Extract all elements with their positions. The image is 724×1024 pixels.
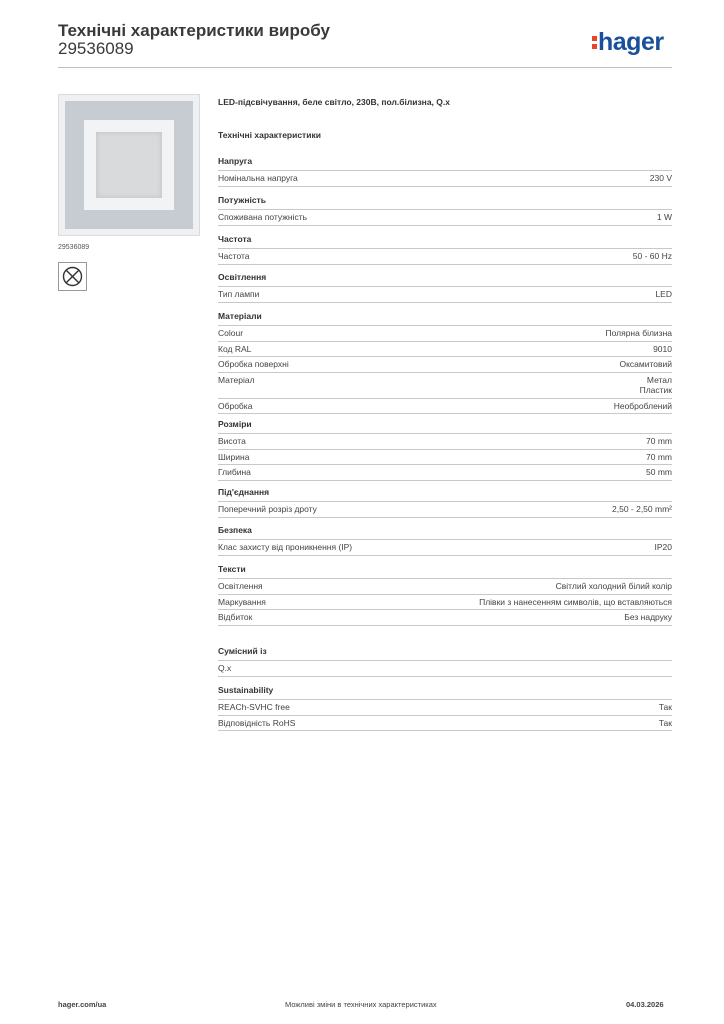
footer-date: 04.03.2026: [626, 1000, 664, 1009]
spec-row: [218, 716, 672, 732]
spec-section-title: Під'єднання: [218, 487, 672, 502]
spec-label: Код RAL: [218, 343, 252, 354]
product-title: LED-підсвічування, беле світло, 230В, пол.білизна, Q.x: [218, 97, 450, 107]
spec-section-title: Напруга: [218, 156, 672, 171]
spec-value-line: Метал: [646, 374, 672, 385]
spec-value: [653, 344, 672, 355]
spec-value-line: Так: [658, 717, 672, 728]
spec-value: [614, 401, 672, 412]
spec-label: Освітлення: [218, 581, 263, 591]
spec-value: [633, 251, 672, 262]
spec-section-title: Безпека: [218, 525, 672, 540]
spec-value: [657, 212, 672, 223]
spec-value: [659, 702, 672, 713]
spec-row: [218, 326, 672, 342]
spec-value-line: Плівки з нанесенням символів, що вставляються: [479, 596, 672, 607]
article-number: 29536089: [58, 39, 134, 58]
lamp-symbol-icon: [58, 262, 87, 291]
spec-row: [218, 610, 672, 626]
spec-section-title: Сумісний із: [218, 646, 672, 661]
page-title: Технічні характеристики виробу: [58, 21, 330, 40]
spec-value-line: Пластик: [639, 385, 672, 395]
spec-value-line: IP20: [654, 542, 672, 552]
spec-row: [218, 287, 672, 303]
spec-value-line: Оксамитовий: [619, 359, 672, 369]
spec-section: [218, 234, 672, 265]
spec-label: Споживана потужність: [218, 212, 308, 222]
spec-row: [218, 249, 672, 265]
spec-row: [218, 373, 672, 399]
spec-value: [646, 452, 672, 463]
spec-row: [218, 171, 672, 187]
spec-label: Поперечний розріз дроту: [218, 504, 317, 514]
spec-value-line: Необроблений: [613, 400, 672, 411]
spec-value-line: 9010: [653, 343, 672, 354]
spec-section-title: Освітлення: [218, 272, 672, 287]
image-caption: 29536089: [58, 244, 90, 251]
spec-section: [218, 685, 672, 731]
spec-value: [556, 581, 672, 592]
spec-label: Обробка поверхні: [218, 359, 289, 369]
spec-section: [218, 419, 672, 481]
spec-value: [659, 718, 672, 729]
spec-value-line: 2,50 - 2,50 mm²: [612, 504, 672, 514]
spec-value-line: Полярна білизна: [605, 328, 672, 338]
spec-value-line: Так: [658, 702, 672, 712]
spec-section: [218, 195, 672, 226]
spec-value-line: Світлий холодний білий колір: [555, 581, 672, 591]
spec-label: Клас захисту від проникнення (IP): [218, 542, 353, 552]
spec-row: [218, 700, 672, 716]
lens: [96, 132, 162, 198]
spec-value-line: 70 mm: [646, 451, 672, 462]
spec-section: [218, 156, 672, 187]
logo-dots-icon: [592, 34, 597, 50]
spec-label: Висота: [218, 436, 246, 446]
spec-value: [612, 504, 672, 515]
spec-value-line: LED: [655, 289, 672, 299]
spec-section-title: Sustainability: [218, 685, 672, 700]
header-divider: [58, 67, 672, 68]
spec-value: [650, 173, 672, 184]
spec-label: Відбиток: [218, 612, 253, 622]
spec-label: Відповідність RoHS: [218, 717, 296, 728]
spec-row: [218, 579, 672, 595]
spec-row: [218, 465, 672, 481]
spec-section: [218, 525, 672, 556]
spec-row: [218, 595, 672, 611]
frame: [65, 101, 193, 229]
spec-value-line: 50 mm: [646, 467, 672, 477]
spec-label: Обробка: [218, 400, 253, 411]
spec-value-line: Без надруку: [624, 612, 672, 622]
spec-row: [218, 450, 672, 466]
spec-row: [218, 502, 672, 518]
spec-row: [218, 399, 672, 415]
spec-row: [218, 661, 672, 677]
logo-text: hager: [598, 28, 664, 56]
spec-label: Ширина: [218, 451, 250, 462]
specs-title: Технічні характеристики: [218, 130, 321, 140]
hager-logo: [592, 28, 664, 57]
spec-row: [218, 210, 672, 226]
spec-section: [218, 646, 672, 677]
spec-label: REACh-SVHC free: [218, 702, 290, 712]
spec-section-title: Тексти: [218, 564, 672, 579]
footer-note: Можливі зміни в технічних характеристиках: [285, 1000, 437, 1009]
spec-section: [218, 487, 672, 518]
spec-value: [479, 597, 672, 608]
spec-row: [218, 434, 672, 450]
spec-section: [218, 564, 672, 626]
plate: [84, 120, 174, 210]
spec-section: [218, 272, 672, 303]
spec-label: Маркування: [218, 596, 266, 607]
spec-section: [218, 311, 672, 414]
spec-label: Q.x: [218, 663, 232, 673]
spec-value: [624, 612, 672, 623]
spec-section-title: Потужність: [218, 195, 672, 210]
footer-website[interactable]: hager.com/ua: [58, 1000, 107, 1009]
spec-value-line: 50 - 60 Hz: [632, 251, 672, 261]
spec-row: [218, 540, 672, 556]
spec-label: Частота: [218, 251, 250, 261]
spec-value: [655, 542, 673, 553]
spec-section-title: Частота: [218, 234, 672, 249]
spec-value-line: 1 W: [656, 212, 672, 222]
spec-row: [218, 342, 672, 358]
spec-value: [646, 436, 672, 447]
spec-value: [619, 359, 672, 370]
spec-value: [655, 289, 672, 300]
spec-label: Тип лампи: [218, 289, 260, 299]
spec-value: [605, 328, 672, 339]
spec-value-line: 70 mm: [646, 436, 672, 446]
spec-section-title: Матеріали: [218, 311, 672, 326]
spec-label: Номінальна напруга: [218, 173, 298, 183]
spec-label: Colour: [218, 328, 244, 338]
spec-row: [218, 357, 672, 373]
product-image: [58, 94, 200, 236]
spec-label: Глибина: [218, 467, 251, 477]
spec-value: [646, 467, 672, 478]
spec-value: [640, 375, 672, 396]
spec-section-title: Розміри: [218, 419, 672, 434]
spec-label: Матеріал: [218, 374, 255, 385]
spec-value-line: 230 V: [649, 173, 672, 183]
